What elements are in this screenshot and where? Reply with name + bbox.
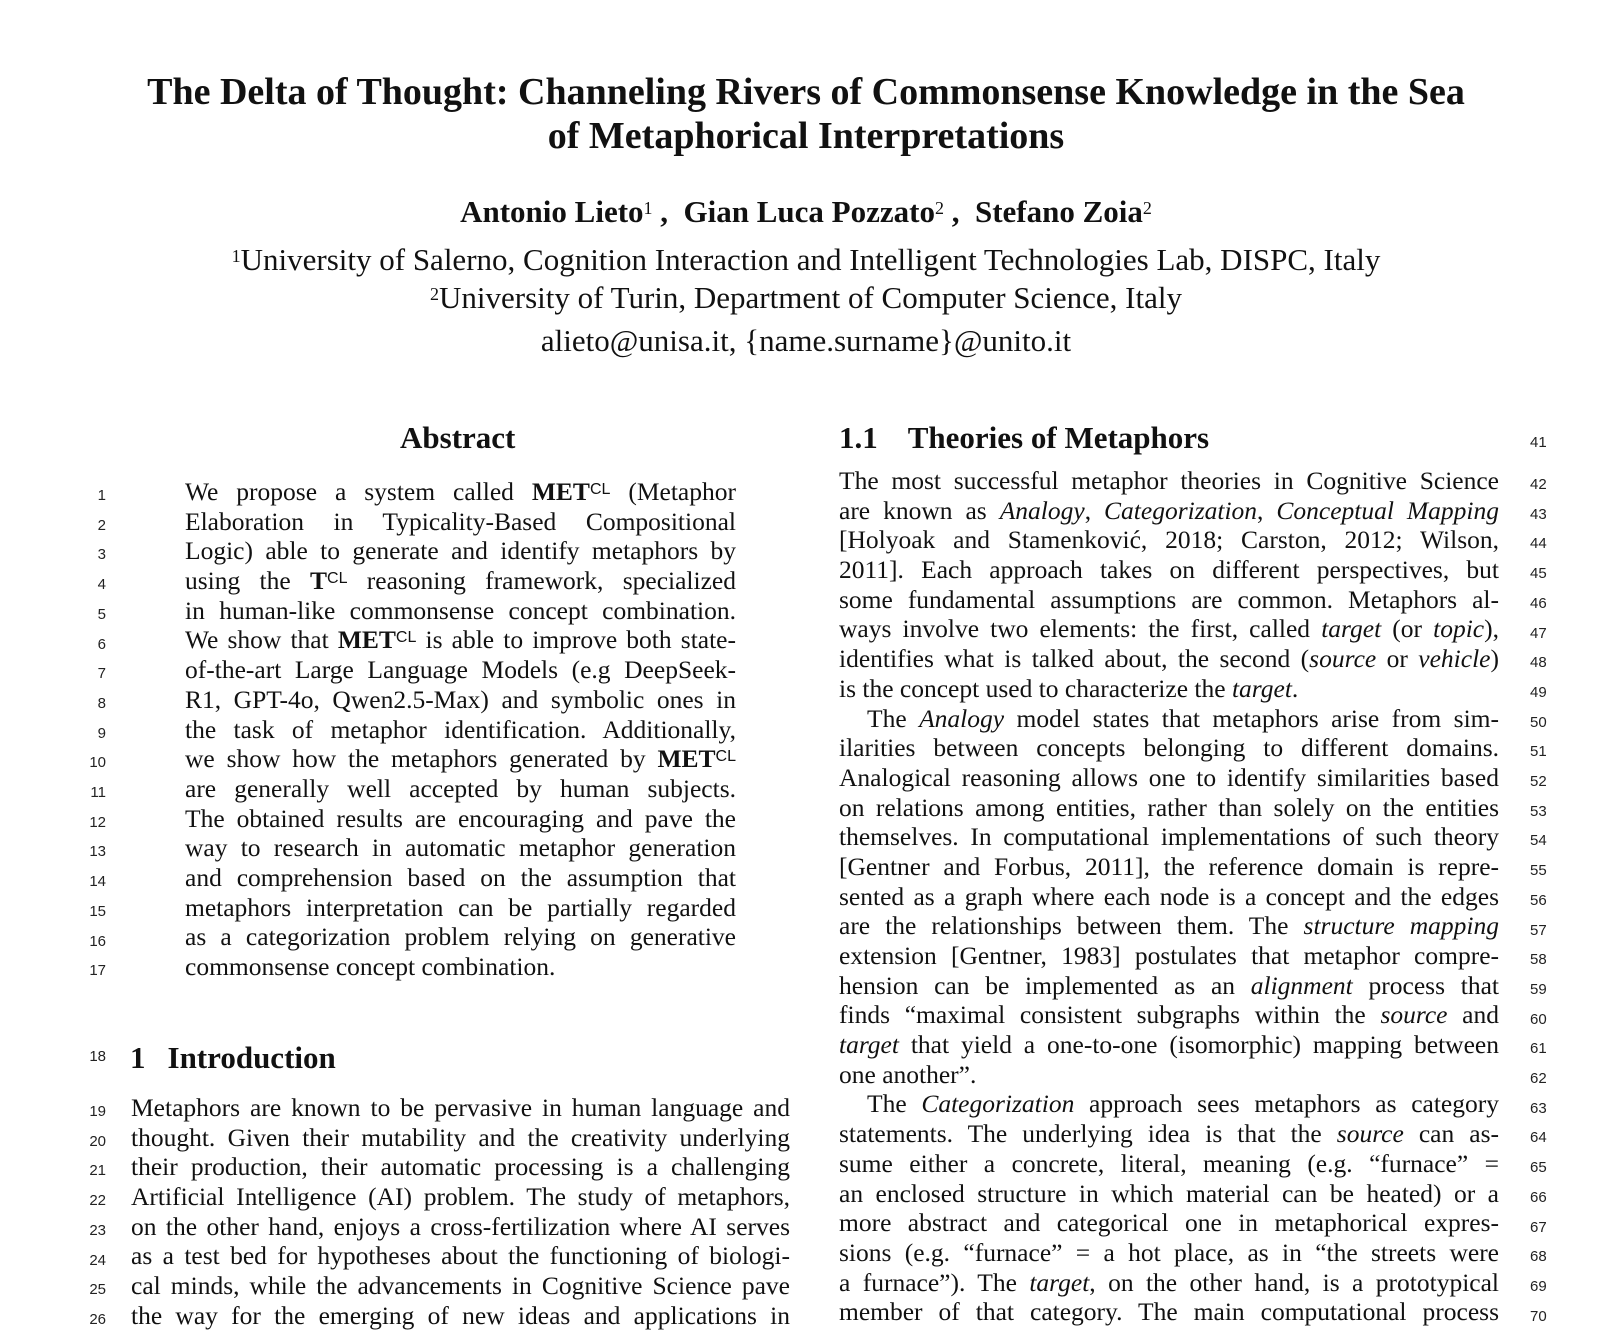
text-line: The most successful metaphor theories in Cognitive Science [839,466,1499,495]
text-line: on the other hand, enjoys a cross-fertilization where AI serves [131,1211,790,1241]
author-list: Antonio Lieto$^1$ , Gian Luca Pozzato$^2$ , Stefano Zoia$^2$ [460,194,1152,229]
line-number: 21 [89,1162,106,1180]
line-number: 65 [1530,1159,1547,1177]
author-name: Antonio Lieto [460,194,644,229]
text-line: extension [Gentner, 1983] postulates that metaphor compre- [839,941,1499,970]
author-affil-mark: 1 [643,198,653,218]
author-name: Stefano Zoia [974,194,1143,229]
text-line: The obtained results are encouraging and pave the [185,803,736,833]
line-number: 42 [1530,476,1547,493]
text-line: in human-like commonsense concept combination. [185,595,736,625]
line-number: 8 [97,694,106,712]
author-affil-mark: 2 [934,198,944,218]
line-number: 1 [97,487,106,504]
line-number: 9 [97,724,106,742]
line-number: 6 [97,635,106,653]
text-line: as a categorization problem relying on generative [185,922,736,952]
text-line: Logic) able to generate and identify metaphors by [185,536,736,566]
text-line: Artificial Intelligence (AI) problem. The study of metaphors, [131,1182,790,1212]
line-number: 2 [97,516,106,534]
line-number: 52 [1530,773,1547,790]
section-title: Introduction [167,1040,336,1075]
theories-body [839,466,1499,1327]
line-number: 55 [1530,862,1547,880]
line-number: 50 [1530,713,1547,731]
line-number: 49 [1530,683,1547,701]
affil-text: University of Turin, Department of Computer Science, Italy [438,280,1182,315]
text-line: sume either a concrete, literal, meaning (e.g. “furnace” = [839,1148,1499,1178]
line-number: 61 [1530,1040,1547,1058]
affil-mark: 1 [231,246,241,266]
introduction-body [131,1093,790,1331]
line-number: 53 [1530,802,1547,820]
text-line: [Holyoak and Stamenković, 2018; Carston, 2012; Wilson, [839,525,1499,555]
text-line: thought. Given their mutability and the creativity underlying [131,1122,790,1152]
abstract-heading: Abstract [400,420,516,455]
affiliation-2 [0,280,1612,316]
line-number: 48 [1530,654,1547,672]
text-line: cal minds, while the advancements in Cognitive Science pave [131,1271,790,1301]
text-line: ways involve two elements: the first, called target (or topic), [839,614,1500,644]
line-number: 44 [1530,535,1547,553]
author-name: Gian Luca Pozzato [683,194,935,229]
text-line: The Analogy model states that metaphors arise from sim- [867,703,1499,733]
line-number: 26 [89,1310,106,1328]
text-line: on relations among entities, rather than solely on the entities [839,792,1499,822]
text-line: ilarities between concepts belonging to different domains. [839,733,1499,763]
text-line: Analogical reasoning allows one to identify similarities based [839,762,1499,792]
text-line: using the $T^{CL}$ reasoning framework, specialized [185,566,736,596]
author-emails: alieto@unisa.it, {name.surname}@unito.it [540,323,1072,358]
text-line: their production, their automatic processing is a challenging [131,1152,790,1182]
line-number: 12 [89,813,106,831]
text-line: 2011]. Each approach takes on different perspectives, but [839,555,1499,585]
text-line: an enclosed structure in which material can be heated) or a [839,1178,1499,1208]
text-line: Metaphors are known to be pervasive in human language and [131,1093,790,1122]
subsection-title: Theories of Metaphors [907,420,1210,455]
text-line: themselves. In computational implementations of such theory [839,822,1499,852]
text-line: of-the-art Large Language Models (e.g DeepSeek- [185,655,736,685]
text-line: finds “maximal consistent subgraphs within the source and [839,1000,1499,1030]
line-number: 15 [89,902,106,920]
line-number: 11 [90,784,106,801]
text-line: We show that $MET^{CL}$ is able to improve both state- [185,625,736,655]
text-line: The Categorization approach sees metaphors as category [867,1089,1499,1119]
text-line: commonsense concept combination. [185,952,556,981]
line-number: 3 [97,546,106,564]
text-line: a furnace”). The target, on the other hand, is a prototypical [839,1267,1499,1297]
line-number: 22 [89,1192,106,1210]
title-line-2: of Metaphorical Interpretations [547,115,1065,157]
line-number: 63 [1530,1099,1547,1117]
line-number: 62 [1530,1070,1547,1087]
line-number: 70 [1530,1307,1547,1325]
text-line: are generally well accepted by human subjects. [185,773,736,803]
line-number: 24 [89,1251,106,1269]
text-line: We propose a system called $MET^{CL}$ (Metaphor [185,477,736,506]
line-number: 5 [97,605,106,623]
line-number: 46 [1530,594,1547,612]
line-number: 56 [1530,891,1547,909]
title-line-1: The Delta of Thought: Channeling Rivers of Commonsense Knowledge in the Sea [147,71,1465,113]
line-number: 43 [1530,505,1547,523]
text-line: member of that category. The main computational process [839,1297,1499,1327]
text-line: way to research in automatic metaphor generation [185,833,736,863]
abstract-body [185,477,736,982]
line-number: 41 [1530,434,1547,451]
text-line: the way for the emerging of new ideas and applications in [131,1300,790,1330]
text-line: is the concept used to characterize the target. [839,673,1299,703]
text-line: are known as Analogy, Categorization, Conceptual Mapping [839,495,1499,525]
text-line: sions (e.g. “furnace” = a hot place, as in “the streets were [839,1237,1499,1267]
line-number: 54 [1530,832,1547,850]
text-line: [Gentner and Forbus, 2011], the reference domain is repre- [839,851,1499,881]
line-number: 10 [89,754,106,772]
text-line: metaphors interpretation can be partially regarded [185,892,736,922]
line-number: 25 [89,1281,106,1299]
text-line: hension can be implemented as an alignment process that [839,970,1499,1000]
line-number: 68 [1530,1248,1547,1266]
line-number: 66 [1530,1188,1547,1206]
affil-text: University of Salerno, Cognition Interaction and Intelligent Technologies Lab, DISPC, Italy [240,242,1381,277]
line-number: 7 [97,665,106,683]
text-line: R1, GPT-4o, Qwen2.5-Max) and symbolic ones in [185,684,736,714]
text-line: and comprehension based on the assumption that [185,862,736,892]
line-number: 13 [89,843,106,861]
text-line: some fundamental assumptions are common. Metaphors al- [839,584,1499,614]
line-number: 69 [1530,1277,1547,1295]
text-line: Elaboration in Typicality-Based Compositional [185,506,736,536]
text-line: we show how the metaphors generated by $MET^{CL}$ [185,744,736,774]
text-line: are the relationships between them. The structure mapping [839,911,1499,941]
line-number: 51 [1530,743,1547,761]
text-line: the task of metaphor identification. Additionally, [185,714,736,744]
section-number: 1 [130,1040,146,1075]
line-number: 23 [89,1221,106,1239]
affil-mark: 2 [429,284,439,304]
text-line: target that yield a one-to-one (isomorphic) mapping between [839,1030,1499,1060]
subsection-heading-theories [839,420,1209,456]
line-number: 60 [1530,1010,1547,1028]
line-number: 67 [1530,1218,1547,1236]
line-number: 17 [89,962,106,980]
line-number: 4 [97,576,106,594]
line-number: 58 [1530,951,1547,969]
line-number: 20 [89,1132,106,1150]
line-number: 59 [1530,980,1547,998]
text-line: as a test bed for hypotheses about the functioning of biologi- [131,1241,790,1271]
section-heading-introduction [130,1040,336,1076]
line-number: 45 [1530,565,1547,583]
line-number: 19 [89,1103,106,1120]
line-number: 18 [89,1048,106,1065]
line-number: 16 [89,932,106,950]
author-affil-mark: 2 [1142,198,1152,218]
text-line: statements. The underlying idea is that the source can as- [839,1119,1499,1149]
affiliation-1 [0,242,1612,278]
text-line: more abstract and categorical one in metaphorical expres- [839,1208,1499,1238]
text-line: sented as a graph where each node is a concept and the edges [839,881,1499,911]
line-number: 64 [1530,1129,1547,1147]
paper-title [100,70,1512,158]
line-number: 57 [1530,921,1547,939]
text-line: identifies what is talked about, the second (source or vehicle) [839,644,1499,674]
line-number: 47 [1530,624,1547,642]
text-line: one another”. [839,1059,977,1089]
subsection-number: 1.1 [839,420,878,455]
line-number: 14 [89,873,106,891]
